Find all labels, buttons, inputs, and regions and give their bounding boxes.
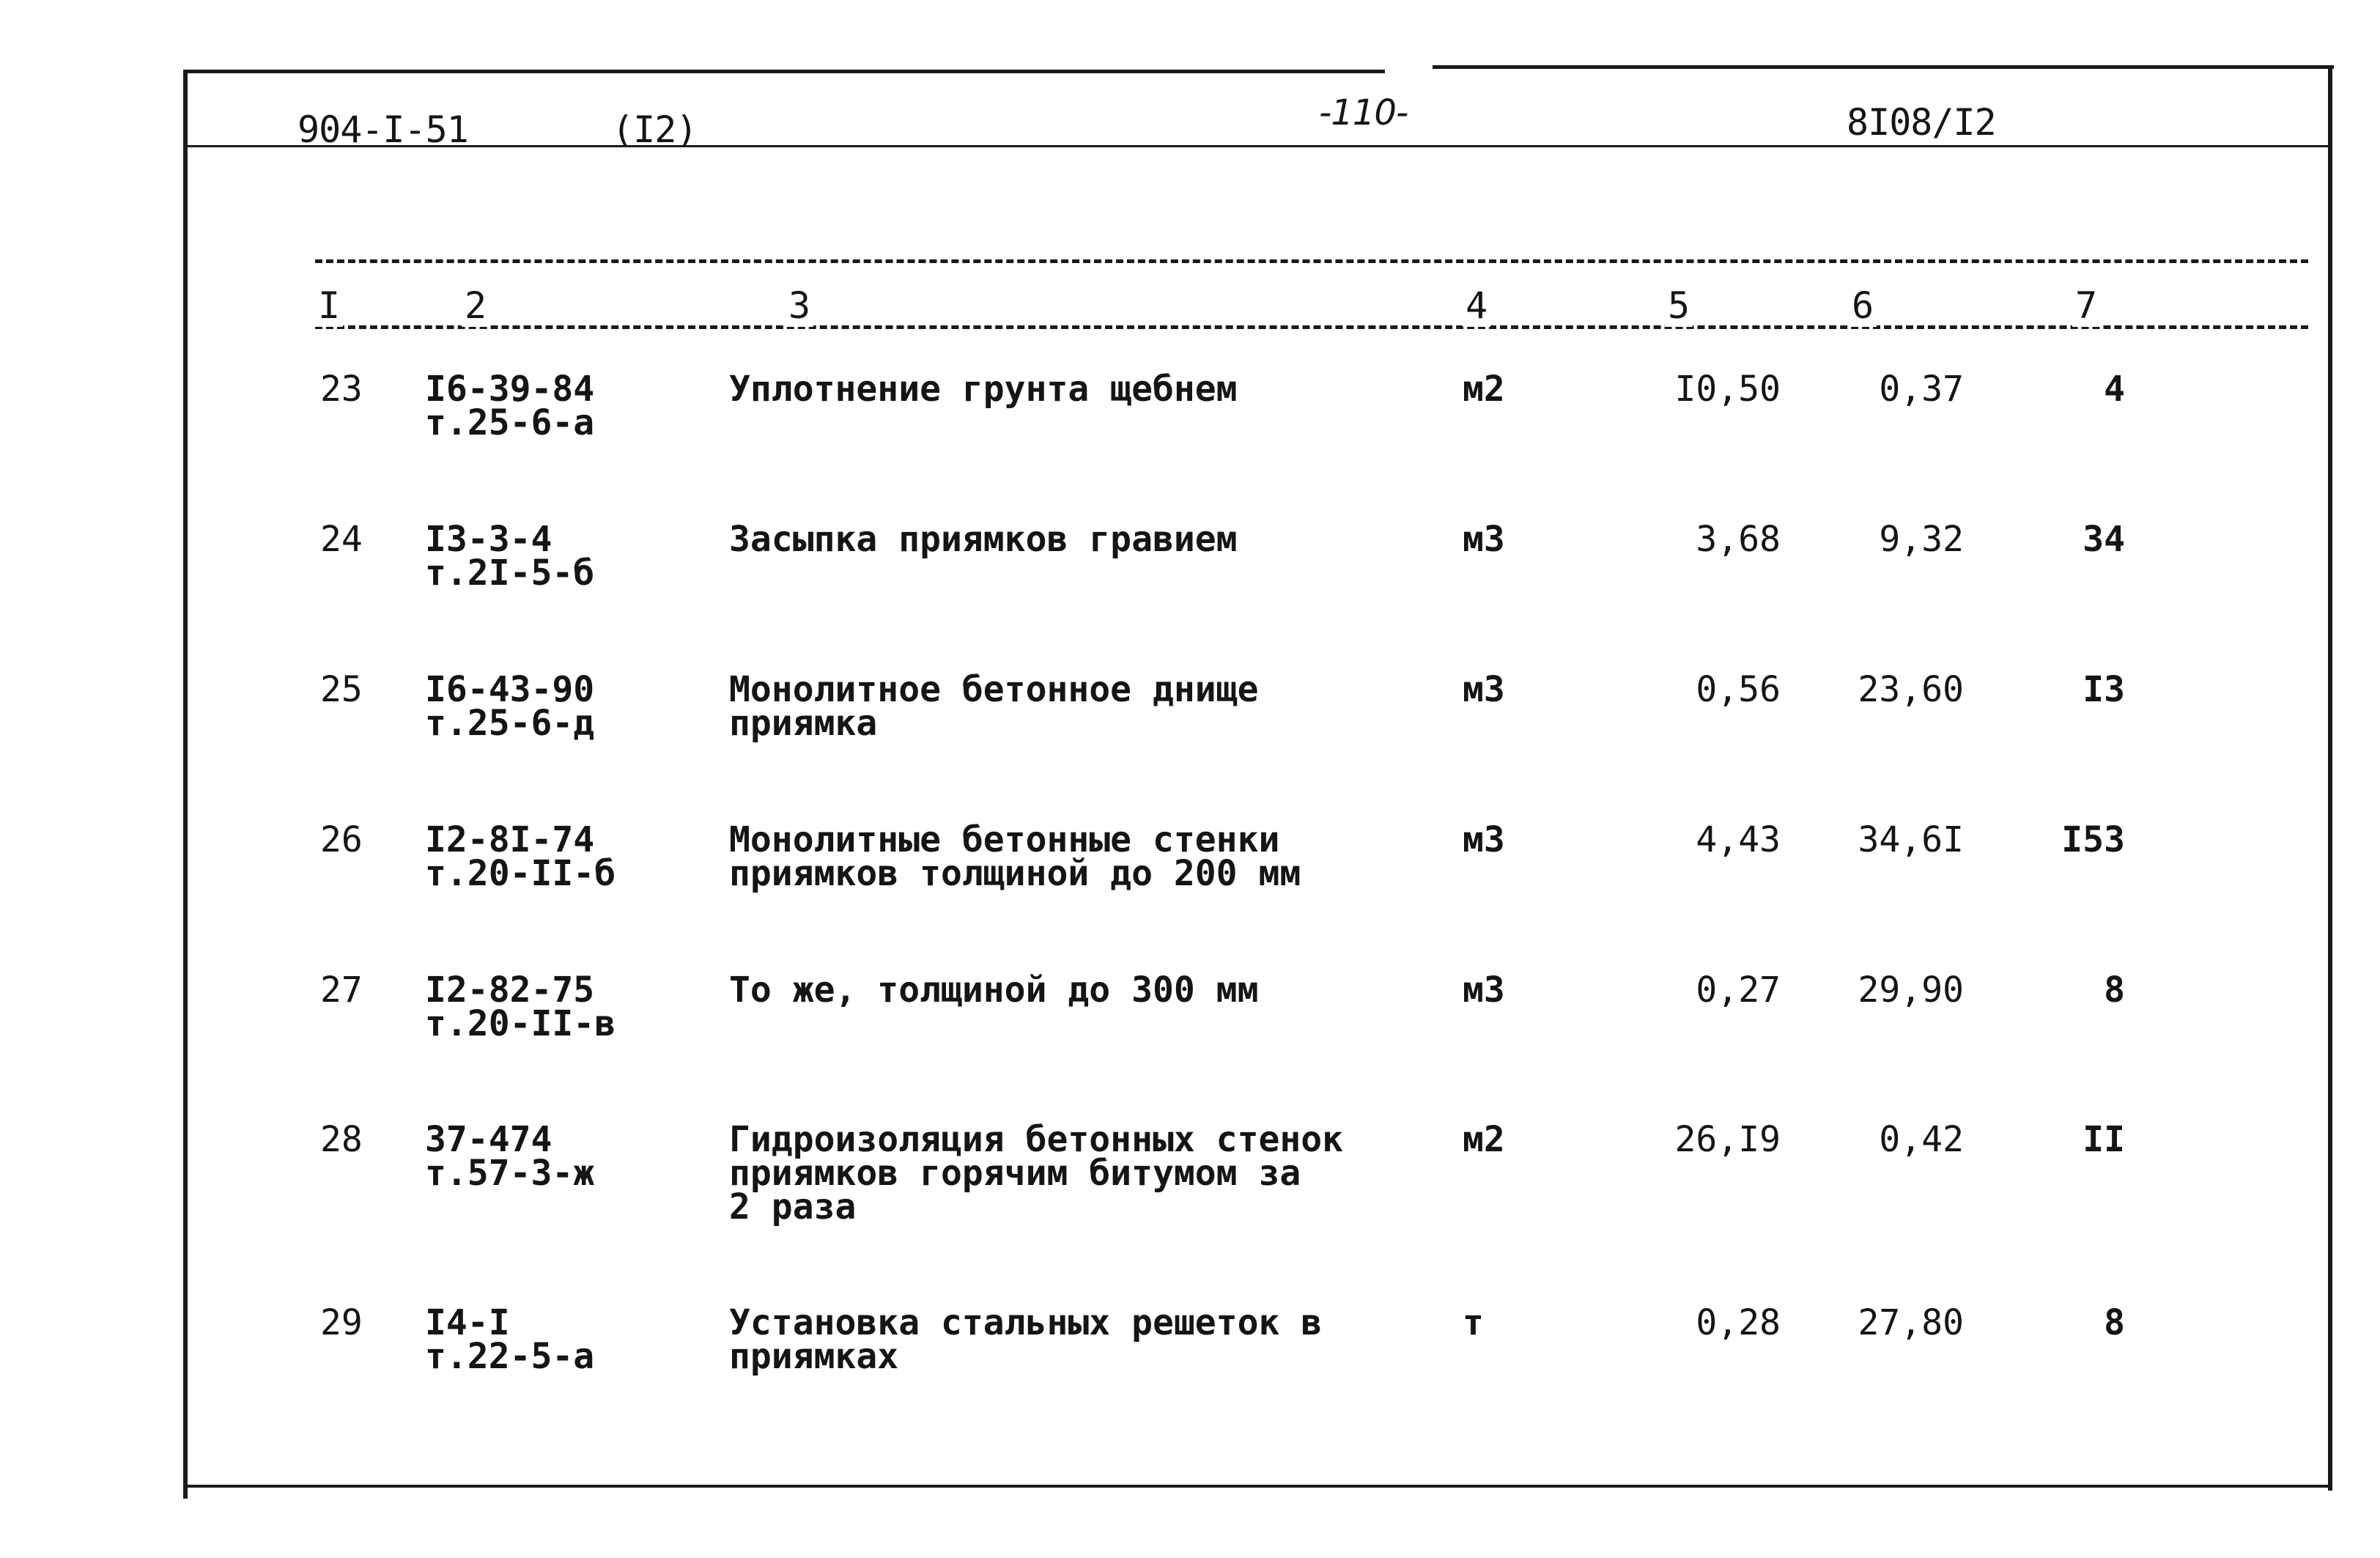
total-cost: 4 bbox=[2104, 369, 2125, 410]
document-code: 904-I-51 bbox=[298, 108, 468, 151]
unit: т bbox=[1463, 1302, 1484, 1343]
unit-price: 34,6I bbox=[1858, 819, 1964, 860]
quantity: 0,56 bbox=[1696, 669, 1781, 710]
table-row bbox=[0, 669, 2380, 790]
quantity: 0,28 bbox=[1696, 1302, 1781, 1343]
column-number-4: 4 bbox=[1463, 284, 1490, 327]
work-description: Гидроизоляция бетонных стенок приямков горячим битумом за 2 раза bbox=[729, 1119, 1344, 1227]
work-description: Установка стальных решеток в приямках bbox=[729, 1302, 1323, 1377]
total-cost: I53 bbox=[2061, 819, 2125, 860]
unit-price: 9,32 bbox=[1879, 519, 1964, 560]
unit-price: 27,80 bbox=[1858, 1302, 1964, 1343]
document-number: 8I08/I2 bbox=[1847, 101, 1996, 144]
rate-code: I6-39-84 т.25-6-а bbox=[425, 369, 595, 443]
total-cost: 8 bbox=[2104, 1302, 2125, 1343]
work-description: То же, толщиной до 300 мм bbox=[729, 970, 1259, 1011]
row-number: 29 bbox=[320, 1302, 363, 1343]
unit: м2 bbox=[1463, 1119, 1505, 1160]
column-number-5: 5 bbox=[1665, 284, 1693, 327]
rate-code: I2-8I-74 т.20-II-б bbox=[425, 819, 616, 894]
row-number: 27 bbox=[320, 970, 363, 1011]
unit: м2 bbox=[1463, 369, 1505, 410]
unit-price: 0,42 bbox=[1879, 1119, 1964, 1160]
row-number: 25 bbox=[320, 669, 363, 710]
column-number-7: 7 bbox=[2072, 284, 2100, 327]
column-number-6: 6 bbox=[1849, 284, 1877, 327]
row-number: 28 bbox=[320, 1119, 363, 1160]
unit: м3 bbox=[1463, 669, 1505, 710]
work-description: Засыпка приямков гравием bbox=[729, 519, 1238, 560]
unit-price: 0,37 bbox=[1879, 369, 1964, 410]
quantity: 0,27 bbox=[1696, 970, 1781, 1011]
table-row bbox=[0, 1119, 2380, 1240]
rate-code: 37-474 т.57-3-ж bbox=[425, 1119, 595, 1194]
unit: м3 bbox=[1463, 819, 1505, 860]
quantity: 4,43 bbox=[1696, 819, 1781, 860]
column-number-2: 2 bbox=[462, 284, 489, 327]
page-number: -110- bbox=[1319, 92, 1408, 133]
row-number: 23 bbox=[320, 369, 363, 410]
column-number-1: I bbox=[315, 284, 343, 327]
rate-code: I4-I т.22-5-а bbox=[425, 1302, 595, 1377]
total-cost: I3 bbox=[2082, 669, 2125, 710]
rate-code: I6-43-90 т.25-6-д bbox=[425, 669, 595, 744]
rate-code: I2-82-75 т.20-II-в bbox=[425, 970, 616, 1044]
quantity: I0,50 bbox=[1674, 369, 1781, 410]
quantity: 3,68 bbox=[1696, 519, 1781, 560]
table-row bbox=[0, 369, 2380, 490]
row-number: 26 bbox=[320, 819, 363, 860]
quantity: 26,I9 bbox=[1674, 1119, 1781, 1160]
work-description: Уплотнение грунта щебнем bbox=[729, 369, 1238, 410]
total-cost: 8 bbox=[2104, 970, 2125, 1011]
table-row bbox=[0, 819, 2380, 940]
table-row bbox=[0, 519, 2380, 640]
unit-price: 29,90 bbox=[1858, 970, 1964, 1011]
unit: м3 bbox=[1463, 519, 1505, 560]
work-description: Монолитные бетонные стенки приямков толщиной до 200 мм bbox=[729, 819, 1301, 894]
rate-code: I3-3-4 т.2I-5-б bbox=[425, 519, 595, 594]
column-number-3: 3 bbox=[786, 284, 813, 327]
total-cost: 34 bbox=[2082, 519, 2125, 560]
row-number: 24 bbox=[320, 519, 363, 560]
table-row bbox=[0, 970, 2380, 1090]
total-cost: II bbox=[2082, 1119, 2125, 1160]
unit: м3 bbox=[1463, 970, 1505, 1011]
sheet-number: (I2) bbox=[612, 108, 698, 151]
unit-price: 23,60 bbox=[1858, 669, 1964, 710]
work-description: Монолитное бетонное днище приямка bbox=[729, 669, 1259, 744]
table-row bbox=[0, 1302, 2380, 1423]
